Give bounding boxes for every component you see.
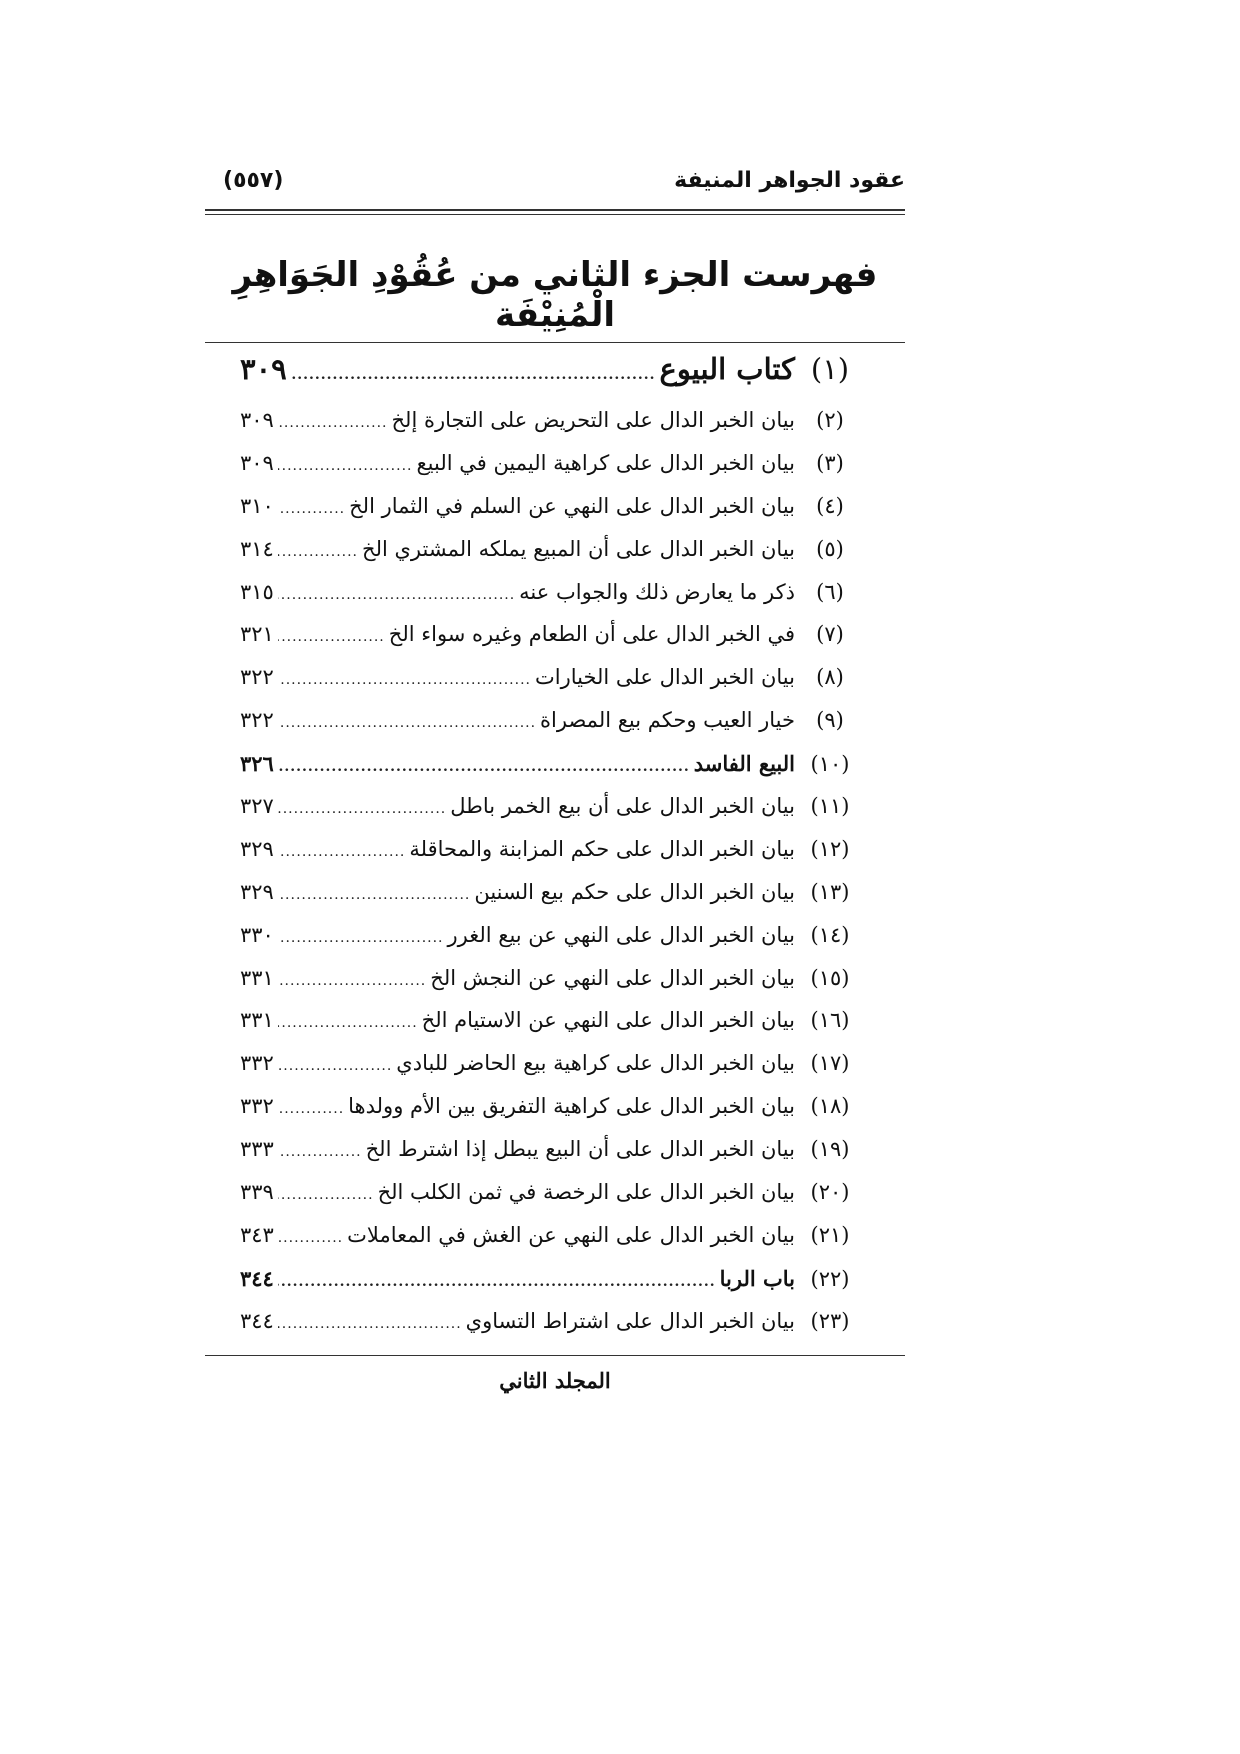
dot-leader: [278, 930, 444, 946]
dot-leader: [278, 887, 471, 903]
entry-title: باب الربا: [719, 1265, 795, 1291]
entry-title: بيان الخبر الدال على النهي عن بيع الغرر: [447, 922, 795, 947]
toc-entry: [240, 665, 865, 708]
toc-entry: [240, 622, 865, 665]
toc-entry: [240, 880, 865, 923]
entry-number: (٣): [816, 450, 844, 475]
toc-entry: [240, 1137, 865, 1180]
entry-number: (٢٠): [810, 1180, 850, 1205]
entry-number: (٢٢): [810, 1266, 850, 1291]
toc-entry: [240, 537, 865, 580]
entry-number: (١٩): [810, 1137, 850, 1162]
dot-leader: [278, 629, 385, 645]
dot-leader: [278, 1101, 344, 1117]
entry-page: ٣١٤: [240, 536, 274, 561]
dot-leader: [278, 458, 413, 474]
dot-leader: [291, 367, 656, 383]
entry-page: ٣٢٦: [240, 751, 274, 777]
page-number: (٥٥٧): [223, 168, 284, 193]
entry-number: (١٥): [810, 965, 850, 990]
entry-number: (٢٣): [810, 1308, 850, 1333]
entry-number: (١٧): [810, 1051, 850, 1076]
dot-leader: [278, 801, 446, 817]
entry-title: خيار العيب وحكم بيع المصراة: [540, 708, 795, 733]
entry-title: في الخبر الدال على أن الطعام وغيره سواء الخ: [388, 622, 795, 647]
entry-page: ٣٣٠: [240, 922, 274, 947]
entry-number: (١٣): [810, 879, 850, 904]
entry-title: بيان الخبر الدال على كراهية اليمين في البيع: [416, 450, 795, 475]
toc-entry: [240, 1309, 865, 1352]
volume-footer: المجلد الثاني: [499, 1368, 611, 1393]
entry-page: ٣٢٢: [240, 708, 274, 733]
entry-number: (٩): [816, 708, 844, 733]
toc-entry: [240, 451, 865, 494]
entry-page: ٣٣٩: [240, 1180, 274, 1205]
table-of-contents: [240, 352, 865, 1352]
entry-page: ٣١٠: [240, 493, 274, 518]
dot-leader: [278, 1274, 716, 1290]
entry-number: (١٦): [810, 1008, 850, 1033]
entry-page: ٣٤٤: [240, 1265, 274, 1291]
entry-page: ٣٣١: [240, 965, 274, 990]
toc-entry: [240, 494, 865, 537]
toc-entry: [240, 966, 865, 1009]
entry-number: (٢١): [810, 1222, 850, 1247]
dot-leader: [278, 973, 426, 989]
dot-leader: [278, 501, 345, 517]
dot-leader: [278, 715, 536, 731]
entry-number: (٨): [816, 665, 844, 690]
dot-leader: [278, 587, 515, 603]
entry-page: ٣٣٢: [240, 1051, 274, 1076]
toc-entry: [240, 580, 865, 623]
entry-page: ٣٢٢: [240, 665, 274, 690]
footer-rule: [205, 1355, 905, 1356]
entry-number: (١٢): [810, 836, 850, 861]
toc-entry: [240, 923, 865, 966]
toc-entry: [240, 837, 865, 880]
entry-page: ٣٠٩: [240, 408, 274, 432]
entry-title: بيان الخبر الدال على حكم بيع السنين: [474, 879, 795, 904]
dot-leader: [278, 415, 388, 431]
running-header-title: عقود الجواهر المنيفة: [674, 168, 905, 193]
dot-leader: [278, 1316, 462, 1332]
title-rule: [205, 342, 905, 343]
entry-page: ٣٢١: [240, 622, 274, 647]
toc-entry: [240, 708, 865, 751]
entry-page: ٣٤٤: [240, 1308, 274, 1333]
toc-entry: [240, 1008, 865, 1051]
header-double-rule: [205, 209, 905, 215]
entry-title: كتاب البيوع: [659, 352, 795, 386]
entry-number: (٦): [816, 579, 844, 604]
entry-number: (١١): [810, 794, 850, 819]
dot-leader: [278, 759, 690, 775]
running-header: [205, 168, 905, 204]
entry-title: بيان الخبر الدال على الخيارات: [534, 665, 795, 690]
dot-leader: [278, 844, 406, 860]
entry-number: (٥): [816, 536, 844, 561]
entry-title: بيان الخبر الدال على اشتراط التساوي: [465, 1308, 795, 1333]
page-title: فهرست الجزء الثاني من عُقُوْدِ الجَوَاهِرِ الْمُنِيْفَة: [232, 255, 878, 335]
dot-leader: [278, 544, 358, 560]
toc-entry: [240, 1180, 865, 1223]
toc-entry: [240, 352, 865, 408]
entry-title: بيان الخبر الدال على أن بيع الخمر باطل: [450, 794, 795, 819]
entry-title: ذكر ما يعارض ذلك والجواب عنه: [519, 579, 795, 604]
toc-entry: [240, 1223, 865, 1266]
entry-number: (١٠): [810, 752, 850, 777]
entry-page: ٣١٥: [240, 579, 274, 604]
entry-title: بيان الخبر الدال على كراهية التفريق بين الأم وولدها: [348, 1094, 795, 1119]
dot-leader: [278, 1058, 392, 1074]
dot-leader: [278, 1144, 362, 1160]
entry-title: بيان الخبر الدال على التحريض على التجارة إلخ: [391, 408, 795, 432]
entry-title: بيان الخبر الدال على النهي عن الاستيام الخ: [421, 1008, 795, 1033]
entry-page: ٣٣١: [240, 1008, 274, 1033]
entry-number: (٢): [816, 408, 844, 432]
toc-entry: [240, 1094, 865, 1137]
toc-entry: [240, 751, 865, 794]
entry-page: ٣٠٩: [240, 450, 274, 475]
entry-number: (١٤): [810, 922, 850, 947]
entry-page: ٣٠٩: [240, 352, 287, 386]
entry-page: ٣٣٢: [240, 1094, 274, 1119]
entry-title: بيان الخبر الدال على النهي عن السلم في الثمار الخ: [349, 493, 795, 518]
entry-title: بيان الخبر الدال على حكم المزابنة والمحاقلة: [409, 836, 795, 861]
dot-leader: [278, 1187, 374, 1203]
entry-number: (١٨): [810, 1094, 850, 1119]
entry-page: ٣٤٣: [240, 1222, 274, 1247]
entry-page: ٣٢٩: [240, 836, 274, 861]
entry-title: بيان الخبر الدال على أن المبيع يملكه المشتري الخ: [362, 536, 795, 561]
entry-page: ٣٢٧: [240, 794, 274, 819]
entry-page: ٣٢٩: [240, 879, 274, 904]
entry-title: بيان الخبر الدال على النهي عن الغش في المعاملات: [347, 1222, 795, 1247]
dot-leader: [278, 672, 531, 688]
toc-entry: [240, 1051, 865, 1094]
entry-title: البيع الفاسد: [693, 751, 795, 777]
entry-number: (٧): [816, 622, 844, 647]
entry-title: بيان الخبر الدال على كراهية بيع الحاضر للبادي: [396, 1051, 795, 1076]
entry-number: (٤): [816, 493, 844, 518]
dot-leader: [278, 1015, 418, 1031]
entry-title: بيان الخبر الدال على أن البيع يبطل إذا اشترط الخ: [365, 1137, 795, 1162]
toc-entry: [240, 794, 865, 837]
dot-leader: [278, 1230, 343, 1246]
entry-page: ٣٣٣: [240, 1137, 274, 1162]
toc-entry: [240, 408, 865, 451]
entry-title: بيان الخبر الدال على النهي عن النجش الخ: [430, 965, 795, 990]
entry-title: بيان الخبر الدال على الرخصة في ثمن الكلب الخ: [377, 1180, 795, 1205]
entry-number: (١): [810, 352, 850, 386]
toc-entry: [240, 1266, 865, 1309]
